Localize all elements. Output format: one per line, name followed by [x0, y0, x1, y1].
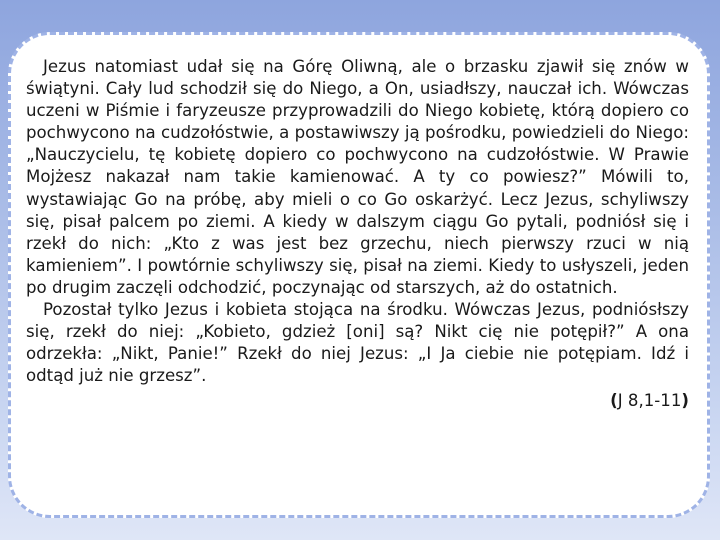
scripture-passage: [26, 56, 689, 413]
passage-paragraph-1: Jezus natomiast udał się na Górę Oliwną, ale o brzasku zjawił się znów w świątyni. Cały lud schodził się do Niego, a On, usiadłszy, nauczał ich. Wówczas uczeni w Piśmie i faryzeusze przyprowadzili do Niego kobietę, którą dopiero co pochwycono na cudzołóstwie, a postawiwszy ją pośrodku, powiedzieli do Niego: „Nauczycielu, tę kobietę dopiero co pochwycono na cudzołóstwie. W Prawie Mojżesz nakazał nam takie kamienować. A ty co powiesz?” Mówili to, wystawiając Go na próbę, aby mieli o co Go oskarżyć. Lecz Jezus, schyliwszy się, pisał palcem po ziemi. A kiedy w dalszym ciągu Go pytali, podniósł się i rzekł do nich: „Kto z was jest bez grzechu, niech pierwszy rzuci w nią kamieniem”. I powtórnie schyliwszy się, pisał na ziemi. Kiedy to usłyszeli, jeden po drugim zaczęli odchodzić, poczynając od starszych, aż do ostatnich.: [26, 57, 689, 297]
reference-citation: J 8,1-11: [617, 391, 682, 411]
bible-reference: [26, 390, 689, 412]
passage-paragraph-2: Pozostał tylko Jezus i kobieta stojąca na środku. Wówczas Jezus, podniósłszy się, rzekł do niej: „Kobieto, gdzież [oni] są? Nikt cię nie potępił?” A ona odrzekła: „Nikt, Panie!” Rzekł do niej Jezus: „I Ja ciebie nie potępiam. Idź i odtąd już nie grzesz”.: [26, 300, 689, 386]
reference-open-paren: (: [610, 391, 618, 411]
reference-close-paren: ): [681, 391, 689, 411]
